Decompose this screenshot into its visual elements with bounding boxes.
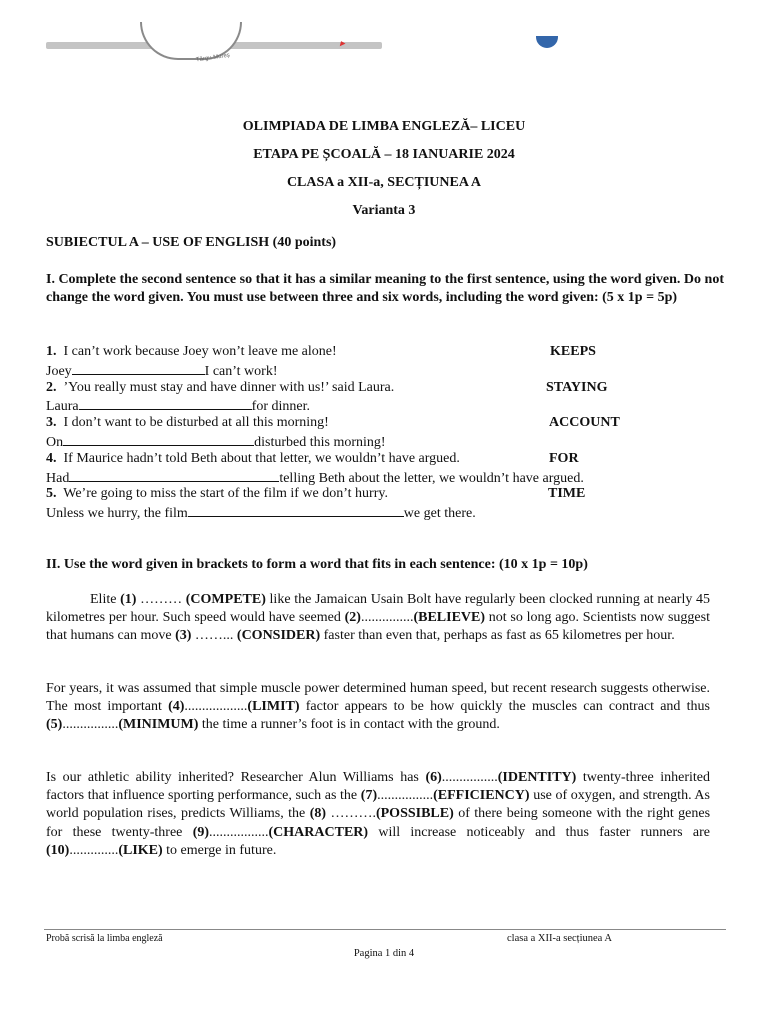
stem-word: (COMPETE) (185, 592, 266, 607)
text: factor appears to be how quickly the muscles can contract and thus (299, 699, 710, 715)
gap-number: (8) (309, 806, 327, 822)
answer-blank[interactable] (72, 361, 205, 375)
stem-word: (LIKE) (118, 842, 163, 858)
item-answer-line (46, 432, 724, 450)
document-header (0, 118, 768, 230)
text: twenty-three inherited factors that influence sporting performance, such as the (46, 770, 710, 804)
gap-number: (10) (46, 842, 70, 858)
item-answer-line (46, 468, 724, 486)
stem-word: (IDENTITY) (497, 770, 577, 785)
gap-dots[interactable]: ................. (209, 824, 269, 840)
keyword: ACCOUNT (549, 415, 620, 431)
paragraph-1 (46, 591, 710, 646)
keyword: TIME (548, 486, 586, 502)
gap-number: (5) (46, 717, 63, 733)
gap-number: (7) (360, 788, 378, 804)
paragraph-3 (46, 769, 710, 860)
original-sentence: I don’t want to be disturbed at all this morning! (63, 415, 329, 431)
stem-word: (BELIEVE) (413, 610, 486, 626)
class-section: CLASA a XII-a, SECȚIUNEA A (286, 175, 482, 190)
keyword: STAYING (546, 379, 608, 395)
answer-prefix: Joey (46, 363, 72, 379)
stem-word: (CONSIDER) (236, 628, 321, 644)
gap-dots[interactable]: ……... (191, 628, 237, 644)
stem-word: (LIMIT) (247, 699, 300, 715)
text: Elite (90, 592, 121, 607)
original-sentence: We’re going to miss the start of the film if we don’t hurry. (63, 486, 388, 502)
item-number: 5. (46, 486, 57, 502)
answer-prefix: On (46, 434, 64, 450)
gap-dots[interactable]: ………. (326, 806, 376, 822)
stage-date: ETAPA PE ȘCOALĂ – 18 IANUARIE 2024 (253, 147, 515, 162)
answer-suffix: I can’t work! (204, 363, 278, 379)
keyword: FOR (549, 450, 579, 466)
gap-dots[interactable]: .................. (184, 699, 248, 715)
answer-prefix: Had (46, 470, 70, 486)
item-answer-line (46, 396, 724, 414)
text: For years, it was assumed that simple muscle power determined human speed, but recent research suggests otherwise. The most important (46, 681, 710, 715)
answer-prefix: Laura (46, 399, 79, 415)
answer-blank[interactable] (79, 396, 252, 410)
item-number: 3. (46, 415, 57, 431)
answer-suffix: disturbed this morning! (254, 434, 386, 450)
text: to emerge in future. (162, 842, 277, 858)
answer-blank[interactable] (63, 432, 254, 446)
text: Is our athletic ability inherited? Researcher Alun Williams has (46, 770, 426, 785)
footer-divider (44, 929, 726, 930)
text: of there being someone with the right genes for these twenty-three (46, 806, 711, 840)
olympiad-title: OLIMPIADA DE LIMBA ENGLEZĂ– LICEU (242, 119, 526, 134)
item-sentence (46, 379, 724, 397)
gap-number: (4) (168, 699, 185, 715)
gap-dots[interactable]: ……… (136, 592, 186, 607)
answer-suffix: telling Beth about the letter, we wouldn’t have argued. (279, 470, 584, 486)
item-number: 2. (46, 379, 57, 395)
text: use of oxygen, and strength. As world population rises, predicts Williams, the (46, 788, 710, 822)
answer-suffix: for dinner. (251, 399, 310, 415)
original-sentence: I can’t work because Joey won’t leave me alone! (63, 344, 337, 359)
footer-right: clasa a XII-a secțiunea A (507, 933, 612, 944)
part1-instructions: I. Complete the second sentence so that it has a similar meaning to the first sentence, using the word given. Do not change the word given. You must use between three and six words, including the word given: (5 x 1p = 5p) (46, 272, 724, 305)
text: like the Jamaican Usain Bolt have regularly been clocked running at nearly 45 kilometres per hour. Such speed would have seemed (46, 592, 711, 626)
partner-logo: ▸ (340, 38, 345, 48)
gap-number: (1) (120, 592, 137, 607)
stem-word: (EFFICIENCY) (433, 788, 530, 804)
text: not so long ago. Scientists now suggest that humans can move (46, 610, 710, 644)
emblem-logo (536, 36, 558, 48)
seal-text: Târgu Mureș (195, 52, 231, 64)
answer-suffix: we get there. (403, 506, 476, 522)
answer-prefix: Unless we hurry, the film (46, 506, 188, 522)
gap-number: (3) (175, 628, 192, 644)
stem-word: (POSSIBLE) (375, 806, 454, 822)
text: will increase noticeably and thus faster runners are (368, 824, 710, 840)
gap-number: (9) (192, 824, 210, 840)
item-sentence (46, 450, 724, 468)
gap-dots[interactable]: ............... (360, 610, 414, 626)
gap-number: (2) (344, 610, 361, 626)
text: faster than even that, perhaps as fast as 65 kilometres per hour. (320, 628, 675, 644)
item-answer-line (46, 361, 724, 379)
gap-dots[interactable]: ................ (62, 717, 119, 733)
gap-dots[interactable]: ................ (441, 770, 498, 785)
keyword: KEEPS (550, 344, 596, 359)
answer-blank[interactable] (69, 468, 279, 482)
page-number: Pagina 1 din 4 (353, 948, 415, 959)
item-sentence (46, 414, 724, 432)
variant: Varianta 3 (352, 203, 416, 218)
item-number: 1. (46, 344, 57, 359)
item-sentence (46, 343, 724, 361)
transformation-items (46, 343, 724, 521)
gap-dots[interactable]: ................ (377, 788, 434, 804)
gap-number: (6) (425, 770, 442, 785)
stem-word: (CHARACTER) (268, 824, 369, 840)
original-sentence: ’You really must stay and have dinner with us!’ said Laura. (63, 379, 395, 395)
section-a-title: SUBIECTUL A – USE OF ENGLISH (40 points) (46, 235, 337, 250)
item-answer-line (46, 503, 724, 521)
item-sentence (46, 485, 724, 503)
footer-left: Probă scrisă la limba engleză (46, 933, 163, 944)
part2-instructions: II. Use the word given in brackets to form a word that fits in each sentence: (10 x 1p = 10p) (46, 557, 588, 572)
stem-word: (MINIMUM) (118, 717, 199, 733)
item-number: 4. (46, 450, 57, 466)
answer-blank[interactable] (188, 503, 404, 517)
text: the time a runner’s foot is in contact with the ground. (198, 717, 500, 733)
header-logos (44, 36, 724, 64)
gap-dots[interactable]: .............. (69, 842, 119, 858)
original-sentence: If Maurice hadn’t told Beth about that letter, we wouldn’t have argued. (63, 450, 460, 466)
paragraph-2 (46, 680, 710, 735)
